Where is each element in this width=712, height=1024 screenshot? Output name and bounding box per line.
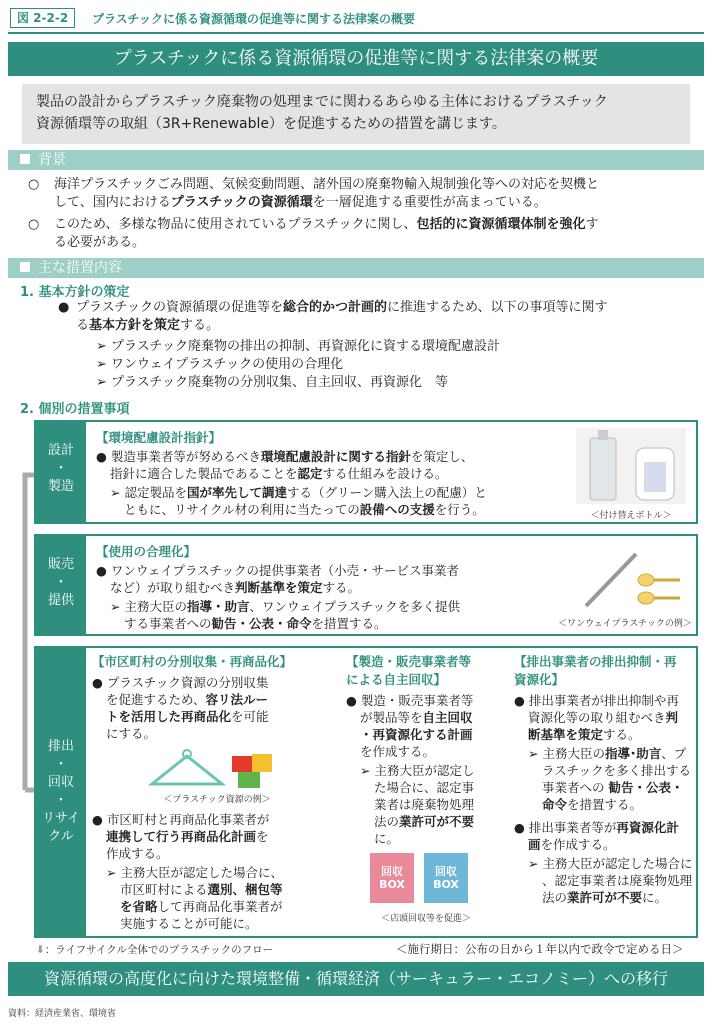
municipal-column: 【市区町村の分別収集・再商品化】 ● プラスチック資源の分別収集 を促進するため、容リ法ルー トを活用した再商品化を可能 にする。 ＜プラスチック資源の例＞ ● 市区町村と再商品化事業者が 連携して行う再商品化計画を 作成する。 ➢ 主務大臣が認定した場合に、 市区町村による選別、梱包等 を省略して再商品化事業者が 実施することが可能に。: [92, 652, 342, 932]
circle-bullet-icon: ○: [28, 217, 40, 232]
side-text: ・: [54, 757, 68, 772]
background-bullet-2: [28, 216, 698, 252]
side-text: リサイ: [42, 811, 80, 826]
flow-note: [36, 942, 273, 957]
policy-item-text: ワンウェイプラスチックの使用の合理化: [111, 357, 344, 372]
subsection-1-title: 1. 基本方針の策定: [20, 285, 130, 300]
text: た場合に、認定事: [374, 780, 475, 795]
box-label: 回収: [381, 865, 403, 878]
text: 主務大臣が認定した場合に、: [120, 865, 283, 880]
side-text: ・: [54, 461, 68, 476]
design-box: [34, 420, 698, 524]
figure-title: プラスチックに係る資源循環の促進等に関する法律案の概要: [92, 12, 416, 26]
text: を策定し、: [410, 449, 474, 464]
emitter-heading: 資源化】: [514, 672, 565, 687]
text: 市区町村による: [120, 882, 208, 897]
design-text: ● 製造事業者等が努めるべき環境配慮設計に関する指針を策定し、 指針に適合した製品であることを認定する仕組みを設ける。 ➢ 認定製品を国が率先して調達する（グリーン購入法上の配慮）と ともに、リサイクル材の利用に当たっての設備への支援を行う。: [96, 449, 487, 517]
text: する。: [180, 318, 220, 333]
emphasis: 連携して行う再商品化計画: [106, 829, 257, 844]
emphasis: 環境配慮設計に関する指針: [260, 449, 411, 464]
text: ワンウェイプラスチックの提供事業者（小売・サービス事業者: [110, 563, 460, 578]
collection-box-image: [346, 853, 506, 911]
emphasis: 国が率先して調達: [186, 485, 287, 500]
dot-bullet-icon: ●: [58, 300, 70, 315]
text: を: [256, 829, 269, 844]
side-text: ・: [54, 575, 68, 590]
text: 製造・販売事業者等: [360, 693, 474, 708]
collection-box-caption: ＜店頭回収等を促進＞: [380, 914, 471, 924]
emphasis: 判: [665, 710, 679, 725]
emphasis: 容リ法ルー: [205, 692, 269, 707]
emphasis: 断基準を策定: [528, 727, 604, 742]
text: 、ワンウェイプラスチックを多く提供: [249, 599, 461, 614]
emphasis: 指導･助言: [604, 746, 662, 761]
producer-heading: による自主回収】: [346, 672, 447, 687]
text: 認定製品を: [124, 485, 187, 500]
emphasis: 判断基準を策定: [235, 580, 323, 595]
bg-emphasis: 包括的に資源循環体制を強化: [416, 217, 586, 232]
municipal-heading: 【市区町村の分別収集・再商品化】: [92, 654, 293, 669]
side-text: クル: [48, 829, 74, 844]
emphasis: 再資源化計: [616, 820, 679, 835]
refill-bottle-image: [576, 428, 686, 504]
emphasis: 指導・助言: [186, 599, 250, 614]
box-label: BOX: [433, 878, 459, 891]
text: 、認定事業者は廃棄物処理: [542, 873, 693, 888]
sales-text: ● ワンウェイプラスチックの提供事業者（小売・サービス事業者 など）が取り組むべき判断基準を策定する。 ➢ 主務大臣の指導・助言、ワンウェイプラスチックを多く提供 する事業者への勧告・公表・命令を措置する。: [96, 563, 461, 631]
text: 法の: [374, 814, 400, 829]
emphasis: 業許可が不要: [567, 890, 643, 905]
sales-box: [34, 534, 698, 636]
bg-text: このため、多様な物品に使用されているプラスチックに関し、: [54, 217, 417, 232]
section-measures-heading: [8, 258, 704, 278]
one-way-plastic-image: [576, 550, 686, 612]
main-title: プラスチックに係る資源循環の促進等に関する法律案の概要: [8, 42, 704, 76]
bg-text: を一層促進する重要性が高まっている。: [312, 195, 547, 210]
circle-bullet-icon: ○: [28, 177, 40, 192]
text: する。: [322, 580, 361, 595]
emphasis: 命令: [542, 797, 568, 812]
text: 資源化等の取り組むべき: [528, 710, 666, 725]
text: 主務大臣の: [124, 599, 187, 614]
refill-bottle-caption: ＜付け替えボトル＞: [590, 511, 672, 521]
box-label: 回収: [435, 865, 457, 878]
emphasis: 勧告・公表・命令: [211, 616, 312, 631]
plastic-resource-caption: ＜プラスチック資源の例＞: [163, 795, 271, 805]
plastic-resource-image: [142, 744, 282, 792]
emphasis: を省略: [120, 899, 158, 914]
emphasis: 認定: [297, 466, 323, 481]
text: する（グリーン購入法上の配慮）と: [286, 485, 487, 500]
sales-side-label: [36, 536, 86, 634]
emphasis: 総合的かつ計画的: [282, 300, 387, 315]
header-rule: [8, 32, 704, 34]
side-text: 設計: [47, 443, 74, 458]
side-text: 販売: [47, 557, 74, 572]
emphasis: 基本方針を策定: [89, 318, 181, 333]
emphasis: 設備への支援: [359, 502, 435, 517]
policy-item: ➢ プラスチック廃棄物の分別収集、自主回収、再資源化 等: [96, 375, 448, 390]
text: に。: [374, 831, 400, 846]
text: 業者は廃棄物処理: [374, 797, 475, 812]
text: する事業者への: [124, 616, 212, 631]
design-heading: 【環境配慮設計指針】: [96, 430, 222, 445]
text: 法の: [542, 890, 568, 905]
recycle-box-pink: [370, 853, 414, 903]
side-text: 回収: [47, 775, 74, 790]
side-text: 製造: [47, 479, 74, 494]
emphasis: トを活用した再商品化: [106, 709, 232, 724]
policy-item-text: プラスチック廃棄物の排出の抑制、再資源化に資する環境配慮設計: [111, 339, 500, 354]
emphasis: 選別、梱包等: [207, 882, 283, 897]
emphasis: 画: [528, 837, 541, 852]
box-label: BOX: [379, 878, 405, 891]
text: 市区町村と再商品化事業者が: [106, 812, 270, 827]
text: 主務大臣の: [542, 746, 605, 761]
background-bullet-1: [28, 176, 698, 212]
sales-heading: 【使用の合理化】: [96, 544, 197, 559]
text: る: [76, 318, 90, 333]
text: 事業者への: [542, 780, 609, 795]
text: 排出事業者が排出抑制や再: [528, 693, 679, 708]
text: にする。: [106, 726, 157, 741]
emphasis: ・再資源化する計画: [360, 727, 473, 742]
emitter-heading: 【排出事業者の排出抑制・再: [514, 654, 677, 669]
text: する。: [603, 727, 641, 742]
emphasis: 自主回収: [422, 710, 473, 725]
emphasis: 業許可が不要: [399, 814, 475, 829]
section-label: 背景: [38, 152, 66, 168]
text: ラスチックを多く排出する: [542, 763, 692, 778]
bg-text: る必要がある。: [54, 235, 146, 250]
text: に推進するため、以下の事項等に関す: [386, 300, 608, 315]
text: して再商品化事業者が: [157, 899, 283, 914]
text: など）が取り組むべき: [110, 580, 236, 595]
text: 実施することが可能に。: [120, 916, 258, 931]
intro-panel: [22, 84, 690, 144]
policy-item: ➢ ワンウェイプラスチックの使用の合理化: [96, 357, 344, 372]
side-text: 排出: [47, 739, 74, 754]
emphasis: 勧告・公表・: [608, 780, 684, 795]
text: を措置する。: [311, 616, 387, 631]
text: 作成する。: [106, 846, 169, 861]
text: を措置する。: [567, 797, 643, 812]
design-side-label: [36, 422, 86, 522]
figure-number: 図 2-2-2: [10, 8, 75, 28]
intro-line-2: 資源循環等の取組（3R+Renewable）を促進するための措置を講じます。: [36, 116, 506, 132]
text: を行う。: [434, 502, 485, 517]
basic-policy-text: [58, 299, 698, 335]
intro-line-1: 製品の設計からプラスチック廃棄物の処理までに関わるあらゆる主体におけるプラスチック: [36, 94, 608, 110]
recycle-box-blue: [424, 853, 468, 903]
policy-item-text: プラスチック廃棄物の分別収集、自主回収、再資源化 等: [111, 375, 448, 390]
side-text: ・: [54, 793, 68, 808]
side-text: 提供: [47, 593, 74, 608]
producer-heading: 【製造・販売事業者等: [346, 654, 472, 669]
text: 主務大臣が認定した場合に: [542, 856, 693, 871]
text: を作成する。: [360, 744, 436, 759]
bg-text: して、国内における: [54, 195, 171, 210]
section-label: 主な措置内容: [38, 260, 122, 276]
source-note: 資料：経済産業省、環境省: [8, 1009, 117, 1019]
text: を促進するため、: [106, 692, 206, 707]
footer-bar: 資源循環の高度化に向けた環境整備・循環経済（サーキュラー・エコノミー）への移行: [8, 962, 704, 996]
text: する仕組みを設ける。: [322, 466, 448, 481]
emitter-column: 【排出事業者の排出抑制・再 資源化】 ● 排出事業者が排出抑制や再 資源化等の取り組むべき判 断基準を策定する。 ➢ 主務大臣の指導･助言、プ ラスチックを多く排出する 事業者への 勧告・公表・ 命令を措置する。 ● 排出事業者等が再資源化計 画を作成する。 ➢ 主務大臣が認定した場合に 、認定事業者は廃棄物処理 法の業許可が不要に。: [514, 652, 696, 932]
text: 指針に適合した製品であることを: [110, 466, 298, 481]
bg-emphasis: プラスチックの資源循環: [170, 195, 313, 210]
down-arrow-icon: ⬇: [36, 944, 45, 956]
text: 製造事業者等が努めるべき: [110, 449, 261, 464]
basic-policy-items: [96, 338, 656, 392]
text: ともに、リサイクル材の利用に当たっての: [124, 502, 360, 517]
text: 主務大臣が認定し: [374, 763, 475, 778]
text: プラスチックの資源循環の促進等を: [76, 300, 283, 315]
text: を作成する。: [540, 837, 616, 852]
effective-date: ＜施行期日：公布の日から１年以内で政令で定める日＞: [396, 942, 684, 956]
text: 、プ: [661, 746, 687, 761]
text: を可能: [231, 709, 269, 724]
one-way-plastic-caption: ＜ワンウェイプラスチックの例＞: [558, 619, 692, 629]
text: 排出事業者等が: [528, 820, 617, 835]
producer-column: 【製造・販売事業者等 による自主回収】 ● 製造・販売事業者等 が製品等を自主回収 ・再資源化する計画 を作成する。 ➢ 主務大臣が認定し た場合に、認定事 業者は廃棄物処理 法の業許可が不要 に。 回収 BOX 回収 BOX ＜店頭回収等を促進＞: [346, 652, 506, 932]
subsection-2-title: 2. 個別の措置事項: [20, 402, 130, 417]
flow-note-text: ：ライフサイクル全体でのプラスチックのフロー: [44, 944, 274, 956]
text: に。: [642, 890, 668, 905]
text: が製品等を: [360, 710, 423, 725]
bg-text: 海洋プラスチックごみ問題、気候変動問題、諸外国の廃棄物輸入規制強化等への対応を契機と: [54, 177, 599, 192]
policy-item: ➢ プラスチック廃棄物の排出の抑制、再資源化に資する環境配慮設計: [96, 339, 500, 354]
section-background-heading: [8, 150, 704, 170]
text: プラスチック資源の分別収集: [106, 675, 269, 690]
collection-box: [34, 646, 698, 938]
collection-side-label: [36, 648, 86, 936]
bg-text: す: [585, 217, 599, 232]
